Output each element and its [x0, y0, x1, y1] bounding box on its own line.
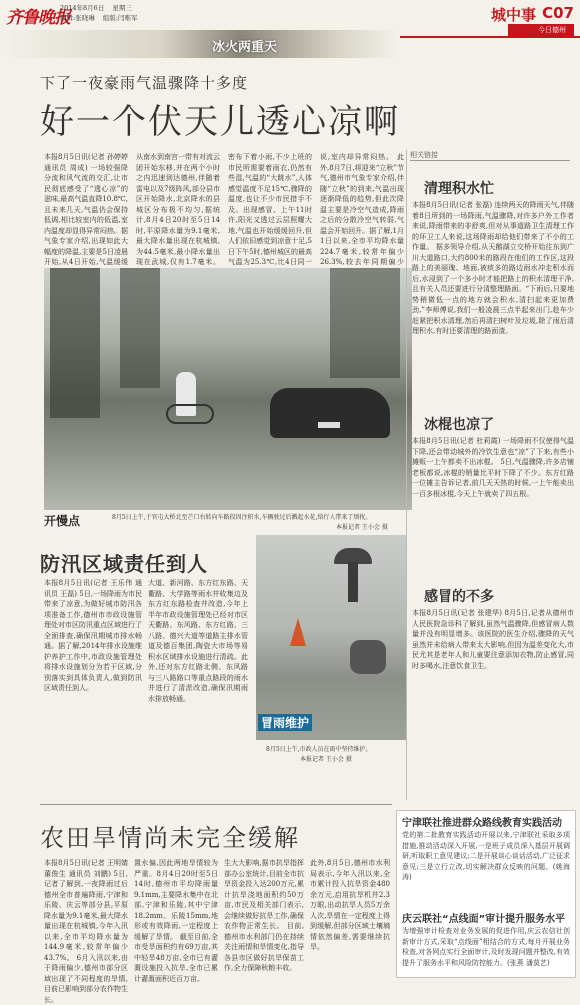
newspaper-logo: 齐鲁晚报 — [6, 8, 70, 28]
banner-image — [0, 30, 400, 58]
photo-car — [270, 388, 390, 438]
sidebar-heading-1: 清理积水忙 — [424, 181, 494, 197]
main-col-3: 密布下着小雨,不少上班的市民所需要着雨衣,仍然有些湿,气温的“大跳水”,人体感觉温度不足15℃,骤降的温度,也让不少市民措手不及。出现感冒、上午11时许,阳光又透过云层照耀大地,气温也开始缓缓回升,但人们依旧感觉到凉意十足,5日下午5时,德州城区的最高气温为25.3℃,比4日同一 — [228, 153, 312, 266]
column-divider — [406, 150, 407, 800]
photo2-tag: 冒雨维护 — [258, 714, 312, 731]
photo-tree — [120, 268, 160, 388]
brief-heading-2: 庆云联社“点线面”审计提升服务水平 — [402, 914, 566, 925]
subsection-label: 今日德州 — [508, 24, 574, 36]
drought-col-1: 本报8月5日讯(记者 王明婧 董俊生 通讯员 刘鹏) 5日,记者了解到,一夜降雨过后德州全市普遍降雨,宁津和乐陵、庆云等部分县,平原降水量为9.1毫米,最大降水量出现在杭城镇,今年入汛以来,全市平均降水量为144.9毫米,较常年偏少43.7%。 6月入汛以来,由于降雨偏少,德州市部分区域出现了不同程度的旱情,目前已影响到部分农作物生长。 — [44, 859, 128, 1004]
main-col-2: 从南水到南宫一带有对流云团开始东移,并在两个小时之内迅速到达德州,伴随着雷电以及7级阵风,部分县市区开始降水,北京降水的县城区分布极不均匀,据统计,8月4日20时至5日14时,平原降水量为9.1毫米,最大降水量出现在杭城镇,为44.5毫米,最小降水量出现在武城,仅有1.7毫米。 — [136, 153, 220, 266]
photo-traffic-cone — [290, 618, 306, 646]
photo-tree — [330, 268, 400, 378]
section-divider — [40, 804, 392, 805]
photo-tree — [50, 268, 100, 418]
sidebar-heading-2: 冰棍也凉了 — [424, 417, 494, 433]
photo1-tag: 开慢点 — [44, 514, 81, 528]
designer-credit: 组版:闫唯军 — [102, 14, 138, 22]
header-rule — [400, 36, 580, 38]
page-number: C07 — [542, 4, 574, 22]
brief-body-2: 为增强审计检查对业务发展的促进作用,庆云农信社创新审计方式,采取“点线面”相结合的方式,每月开展业务检查,对各网点实行全面审计,及时发现问题并整改,有效提升了服务水平和风险防控能力。(张燕 潘莫艺) — [402, 927, 570, 967]
main-headline: 好一个伏天儿透心凉啊 — [40, 102, 400, 142]
photo-pedestrian — [348, 562, 358, 602]
banner-title: 冰火两重天 — [212, 40, 278, 55]
photo1-credit: 本报记者 王小会 摄 — [336, 524, 388, 531]
main-col-1: 本报8月5日讯(记者 孙婷婷 通讯员 周成) 一场较强降分流和风气流的交汇,让市民彻底感受了“透心凉”的滋味,最高气温直降10.8℃,且未来几天,气温仍会保持低调,相比较室内的低温,室内温度却显得异常闷热。据气象专家介绍,出现如此大幅度的降温,主要是5日凌晨开始,从4日开始,气温缓缓 — [44, 153, 128, 266]
issue-weekday: 星期三 — [112, 4, 132, 12]
photo-license-plate — [318, 422, 340, 428]
drought-col-4: 此外,8月5日,德州市水利局表示,今年入汛以来,全市累计投入抗旱资金480余万元,启用抗旱机井2.3万眼,出动抗旱人员5万余人次,旱情在一定程度上得到缓解,但部分区域土壤墒情依然偏差,需要继续抗旱。 — [310, 859, 390, 951]
main-col-4: 说,室内却异常闷热。 此外,8月7日,将迎来“立秋”节气,德州市气象专家介绍,伴随“立秋”的到来,气温出现逐渐降低的趋势,但此次降温主要是冷空气造成,降雨之后的分散冷空气转弱,气温会开始回升。据了解,1月1日以来,全市平均降水量224.7毫米,较常年偏少26.3%,较去年同期偏少 — [320, 153, 404, 266]
photo2-credit: 本报记者 王小会 摄 — [300, 756, 352, 763]
main-kicker: 下了一夜豪雨气温骤降十多度 — [40, 74, 249, 92]
sidebar-body-2: 本报8月5日讯(记者 杜莉霞) 一场降雨不仅使得气温下降,还会带动城外的冷饮生意也“凉”了下来,有些小摊贩一上午都卖不出冰棍。 5日,气温骤降,许多店铺老板都说,冰棍的销量比平时下降了不少。东方红路一位摊主告诉记者,前几天天热的时候,一上午能卖出一百多根冰棍,今天上午就卖了四五根。 — [412, 437, 574, 498]
flood-headline: 防汛区域责任到人 — [40, 552, 208, 576]
drought-headline: 农田旱情尚未完全缓解 — [40, 824, 300, 852]
rain-worker-photo — [256, 535, 406, 740]
drought-col-2: 置水偏,因此两地旱情较为严重。8月4日20时至5日14时,德州市平均降雨量9.1mm,主要降水集中在北部,宁津和乐陵,其中宁津18.2mm、乐陵15mm,地形或有效降雨,一定程度上缓解了旱情。 截至目前,全市受旱面积约有69万亩,其中轻旱48万亩,全市已有灌溉设施投入抗旱,全市已累计灌溉面积近百万亩。 — [134, 859, 218, 983]
drought-col-3: 生大大影响,据市抗旱指挥部办公室统计,目前全市抗旱资金投入达200万元,累计抗旱浇地面积约50万亩,市民及相关部门表示,会继续做好抗旱工作,确保农作物正常生长。 目前,德州市水利部门仍在持续关注雨情和旱情变化,指导各县市区做好抗旱保苗工作,全力保障秋粮丰收。 — [224, 859, 304, 972]
photo1-caption: 8月5日上午,于官屯大桥北至芒口右转向车路段因注积水,车辆驶过后溅起水花,给行人带来了烦扰。 — [112, 514, 372, 521]
related-label: 相关链接 — [410, 150, 570, 161]
sidebar-body-1: 本报8月5日讯(记者 张磊) 连续两天的降雨天气,伴随着8日所到的一场降雨,气温骤降,对许多户外工作者来说,降雨带来的非舒爽,但对从事道路卫生清理工作的环卫工人来说,这场降雨却给他们带来了不小的工作量。 据多领导介绍,从天鹅湖立交桥开始往东到广川大道路口,大约800米的路段在他们的工作区,这段路上的美丽瑰、地面,被痰多的路边雨水冲走积水而后,水浸到了一个多小时才能把路上的积水清理干净,且有关人员还要进行分清整理路面。“下雨后,只要地势稍微低一点的地方就会积水,清扫起来更加费劲,”李师傅说,我们一般凌晨三点半起来出门,趁车少赶紧把积水清理,然后再清扫树叶及垃圾,除了雨后清理积水,有时还要清理的路面渣。 — [412, 201, 574, 335]
flood-col-2: 大道、新河路、东方红东路、天衢路、大学路等雨水井收集边及东方红东路检查井改造,今年上半年市政设施管理处已经对市区天衢路、东风路、东方红路、三八路、德兴大道等道路主排水管道及德百集团,陶瓷大市场等易积水区域排水设施进行清疏。此外,还对东方红路北侧、东风路与三八路路口等重点路段的雨水井进行了清淤改造,确保汛期雨水排放畅通。 — [148, 579, 248, 703]
issue-date: 2014年8月6日 — [60, 4, 105, 12]
photo2-caption: 8月5日上午,市政人员在雨中坚持维护。 — [266, 746, 372, 753]
staff-meta — [60, 13, 143, 22]
flood-col-1: 本报8月5日讯(记者 王乐伟 通讯员 王磊) 5日,一场降雨为市民带来了凉意,为做好城市防汛各项准备工作,德州市市政设施管理处对市区防汛重点区域进行了全面排查,确保汛期城市排水畅通。据了解,2014年排水设施维护养护工作中,市政设施管理处将排水设施划分为若干区域,分别落实到具体负责人,做到防汛区域责任到人。 — [44, 579, 142, 692]
section-title: 城中事 — [490, 6, 536, 24]
brief-body-1: 党的第二批教育实践活动开展以来,宁津联社采取多项措施,推动活动深入开展,一是班子成员深入基层开展调研,听取职工意见建议;二是开展谈心谈话活动,广泛征求意见;三是立行立改,切实解决群众反映的问题。(姚海涛) — [402, 831, 570, 881]
sidebar-body-3: 本报8月5日讯(记者 张建华) 8月5日,记者从德州市人民医院急诊科了解到,虽然气温骤降,但感冒病人数量并没有明显增多。该医院的医生介绍,骤降的天气虽然并未给病人带来太大影响,但因为温差变化大,市民尤其是老年人和儿童要注意添加衣物,防止感冒,同时多喝水,注意饮食卫生。 — [412, 609, 574, 670]
sidebar-heading-3: 感冒的不多 — [424, 589, 494, 605]
photo-bicycle — [166, 404, 214, 424]
brief-heading-1: 宁津联社推进群众路线教育实践活动 — [402, 818, 562, 829]
editor-credit: 编辑:张晓琳 — [60, 14, 95, 22]
issue-meta — [60, 3, 138, 12]
photo-worker — [350, 640, 386, 674]
